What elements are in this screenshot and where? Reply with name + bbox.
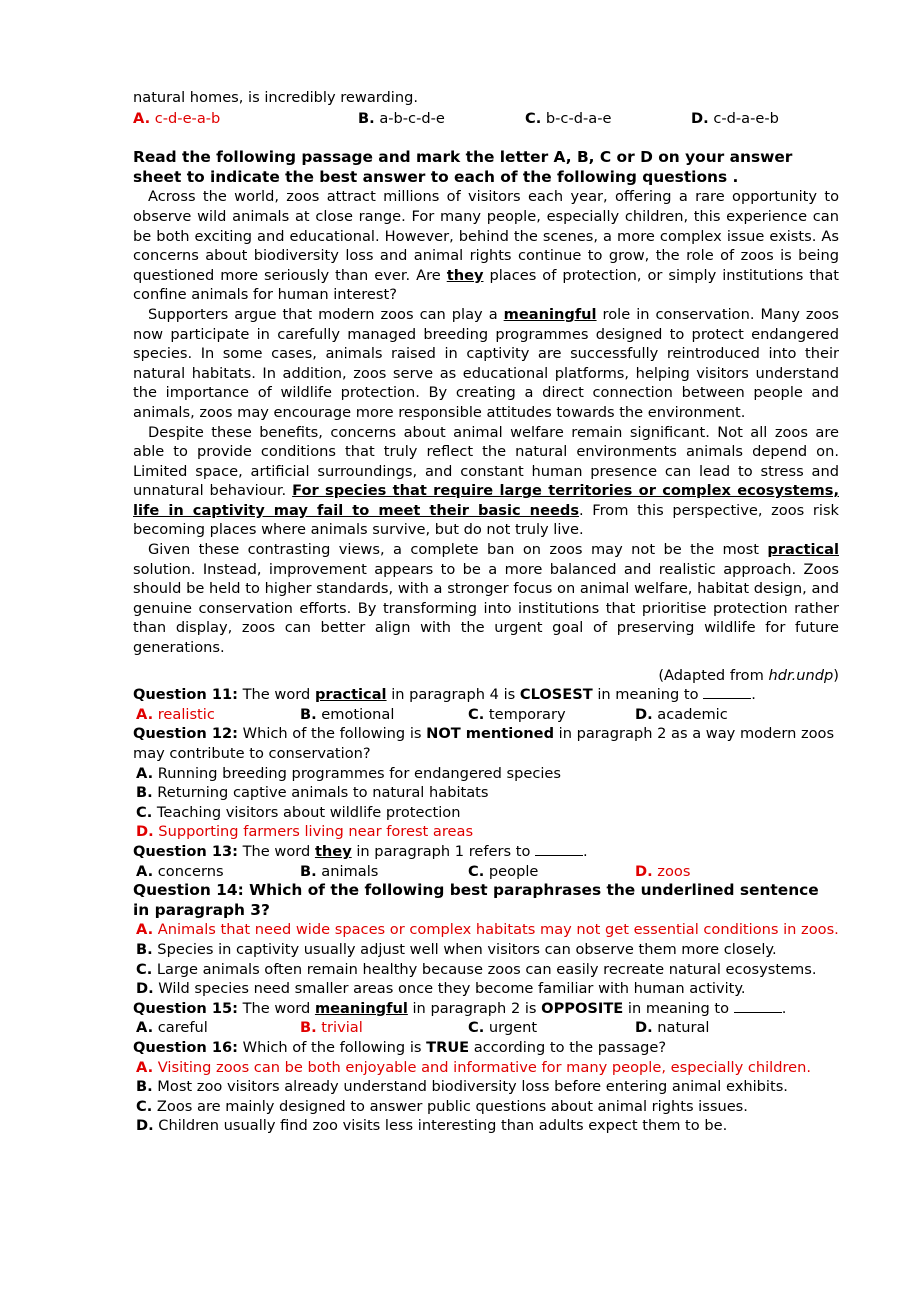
- question-14-stem: Question 14: Which of the following best paraphrases the underlined sentence in paragraph 3?: [133, 881, 819, 919]
- option-c: C. Large animals often remain healthy because zoos can easily recreate natural ecosystems.: [136, 960, 817, 978]
- option-d: D. Wild species need smaller areas once they become familiar with human activity.: [136, 980, 746, 998]
- previous-question-options: [133, 109, 839, 129]
- option-c: C. temporary: [468, 705, 566, 723]
- option-b: B. animals: [300, 862, 379, 880]
- option-c: C. Teaching visitors about wildlife protection: [136, 803, 461, 821]
- option-b: B. a-b-c-d-e: [358, 109, 445, 127]
- option-b: B. Most zoo visitors already understand biodiversity loss before entering animal exhibits.: [136, 1078, 788, 1096]
- option-b: B. emotional: [300, 705, 395, 723]
- option-c: C. Zoos are mainly designed to answer public questions about animal rights issues.: [136, 1097, 748, 1115]
- passage-paragraph-1: Across the world, zoos attract millions of visitors each year, offering a rare opportunity to observe wild animals at close range. For many people, especially children, this experience can be both exciting and educational. However, behind the scenes, a more complex issue exists. As concerns about biodiversity loss and animal rights continue to grow, the role of zoos is being questioned more seriously than ever. Are they places of protection, or simply institutions that confine animals for human interest?: [133, 188, 840, 304]
- option-b: B. Returning captive animals to natural habitats: [136, 784, 489, 802]
- question-11-stem: Question 11: The word practical in paragraph 4 is CLOSEST in meaning to .: [133, 686, 756, 704]
- question-13-options: [136, 862, 839, 882]
- question-15-stem: Question 15: The word meaningful in paragraph 2 is OPPOSITE in meaning to .: [133, 999, 787, 1017]
- question-11-options: [136, 705, 839, 725]
- question-16-stem: Question 16: Which of the following is TRUE according to the passage?: [133, 1038, 667, 1056]
- passage-paragraph-4: Given these contrasting views, a complete ban on zoos may not be the most practical solution. Instead, improvement appears to be a more balanced and realistic approach. Zoos should be held to higher standards, with a stronger focus on animal welfare, habitat design, and genuine conservation efforts. By transforming into institutions that prioritise protection rather than display, zoos can better align with the urgent goal of preserving wildlife for future generations.: [133, 541, 839, 657]
- source-citation: (Adapted from hdr.undp): [658, 666, 839, 684]
- option-a: A. Visiting zoos can be both enjoyable and informative for many people, especially children.: [136, 1058, 812, 1076]
- option-d: D. zoos: [635, 862, 691, 880]
- previous-question-tail: natural homes, is incredibly rewarding.: [133, 89, 418, 106]
- option-a: A. concerns: [136, 862, 224, 880]
- question-12-stem: Question 12: Which of the following is NOT mentioned in paragraph 2 as a way modern zoos may contribute to conservation?: [133, 725, 835, 762]
- passage-paragraph-2: Supporters argue that modern zoos can play a meaningful role in conservation. Many zoos now participate in carefully managed breeding programmes designed to protect endangered species. In some cases, animals raised in captivity are successfully reintroduced into their natural habitats. In addition, zoos serve as educational platforms, helping visitors understand the importance of wildlife protection. By creating a direct connection between people and animals, zoos may encourage more responsible attitudes towards the environment.: [133, 305, 839, 421]
- option-c: C. urgent: [468, 1019, 538, 1037]
- option-c: C. b-c-d-a-e: [525, 109, 612, 127]
- option-a: A. c-d-e-a-b: [133, 109, 221, 127]
- question-15-options: [136, 1018, 839, 1038]
- option-d: D. academic: [635, 705, 728, 723]
- option-d: D. Supporting farmers living near forest areas: [136, 823, 474, 841]
- answer-blank: [535, 843, 583, 856]
- option-a: A. Running breeding programmes for endangered species: [136, 764, 561, 782]
- option-a: A. careful: [136, 1019, 208, 1037]
- option-a: A. Animals that need wide spaces or complex habitats may not get essential conditions in zoos.: [136, 921, 839, 939]
- option-c: C. people: [468, 862, 539, 880]
- document-page: [133, 88, 839, 1136]
- option-a: A. realistic: [136, 705, 215, 723]
- passage-paragraph-3: Despite these benefits, concerns about animal welfare remain significant. Not all zoos are able to provide conditions that truly reflect the natural environments animals depend on. Limited space, artificial surroundings, and constant human presence can lead to stress and unnatural behaviour. For species that require large territories or complex ecosystems, life in captivity may fail to meet their basic needs. From this perspective, zoos risk becoming places where animals survive, but do not truly live.: [133, 423, 840, 539]
- option-d: D. c-d-a-e-b: [691, 109, 779, 127]
- question-13-stem: Question 13: The word they in paragraph 1 refers to .: [133, 842, 588, 860]
- reading-passage: [133, 187, 839, 657]
- answer-blank: [734, 1000, 782, 1013]
- option-d: D. natural: [635, 1019, 710, 1037]
- option-d: D. Children usually find zoo visits less interesting than adults expect them to be.: [136, 1117, 728, 1135]
- instruction-heading: Read the following passage and mark the letter A, B, C or D on your answer sheet to indicate the best answer to each of the following questions .: [133, 148, 793, 186]
- answer-blank: [703, 686, 751, 699]
- option-b: B. trivial: [300, 1019, 363, 1037]
- option-b: B. Species in captivity usually adjust well when visitors can observe them more closely.: [136, 940, 777, 958]
